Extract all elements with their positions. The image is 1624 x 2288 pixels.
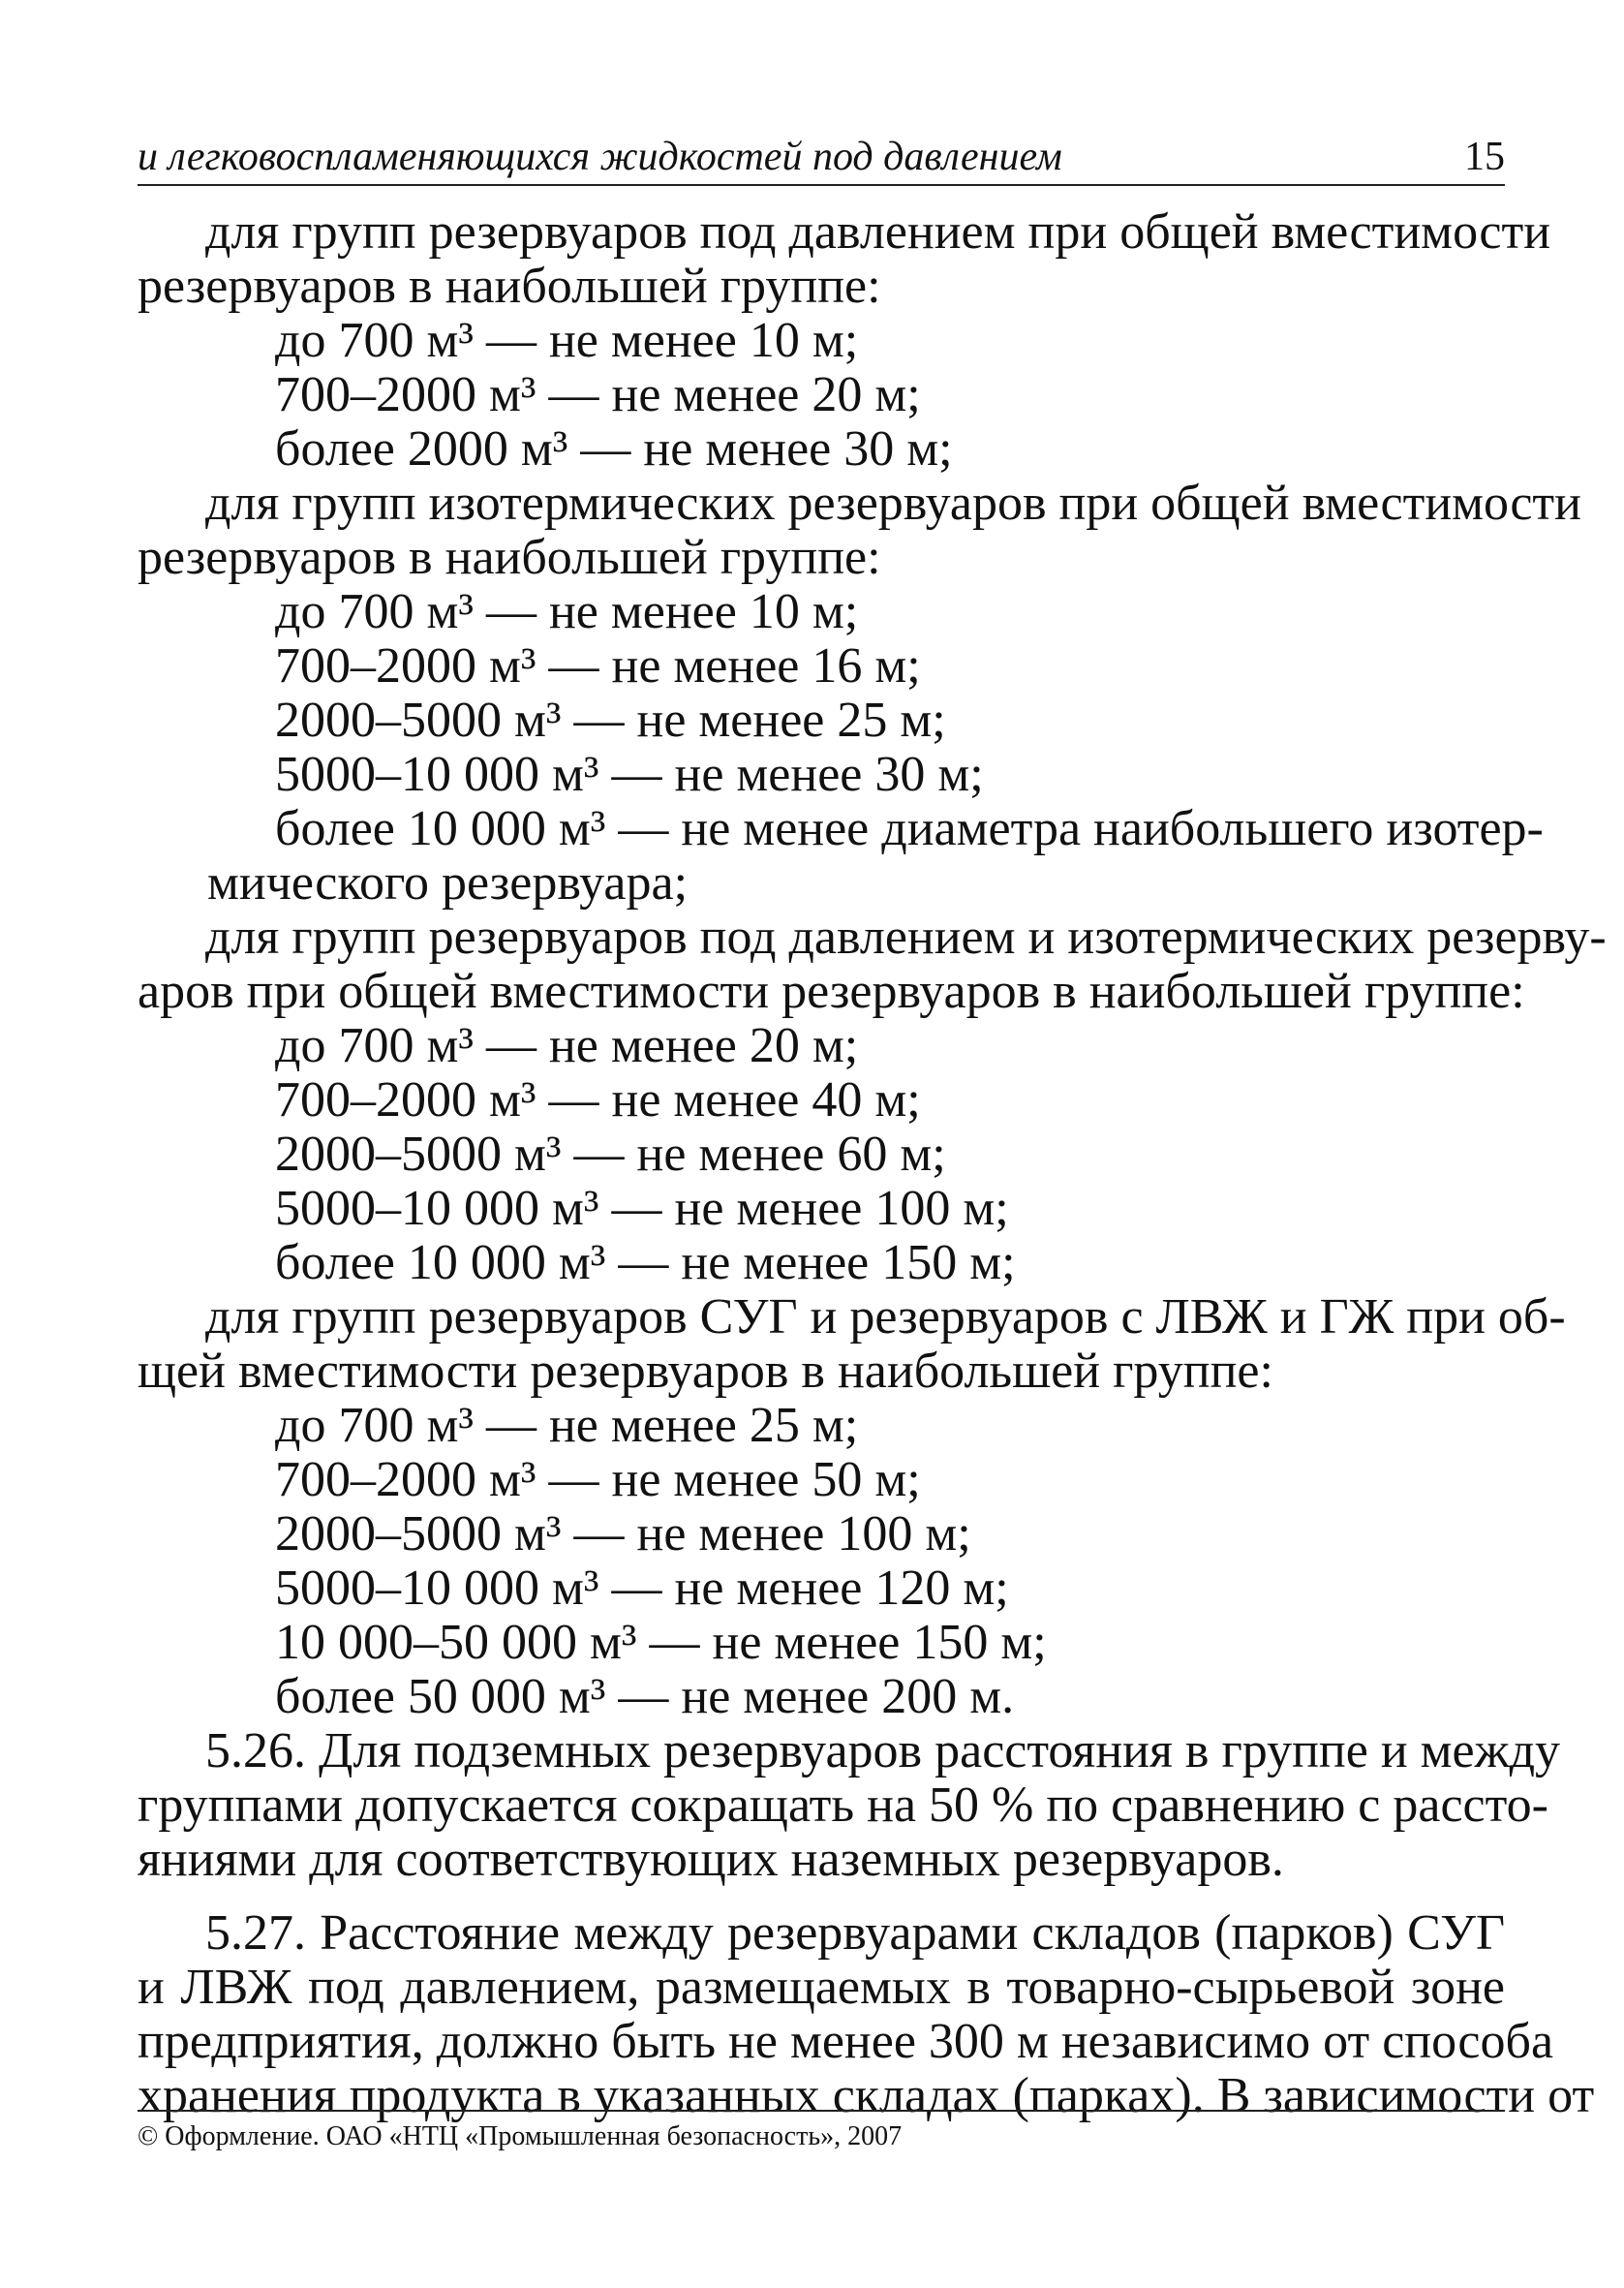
paragraph-5-26-line: 5.26. Для подземных резервуаров расстояния в группе и между — [205, 1723, 1561, 1778]
list-item: 5000–10 000 м³ — не менее 120 м; — [275, 1561, 1009, 1616]
list-item: более 10 000 м³ — не менее диаметра наибольшего изотер- — [275, 801, 1544, 856]
paragraph-gap — [138, 1887, 1505, 1906]
list-item: 2000–5000 м³ — не менее 100 м; — [275, 1506, 971, 1561]
paragraph-5-27-line: 5.27. Расстояние между резервуарами складов (парков) СУГ — [205, 1905, 1505, 1961]
text-line: для групп резервуаров под давлением и изотермических резерву- — [205, 910, 1607, 965]
list-item: 5000–10 000 м³ — не менее 30 м; — [275, 747, 984, 802]
text-line: для групп резервуаров под давлением при общей вместимости — [205, 204, 1551, 260]
list-item: 5000–10 000 м³ — не менее 100 м; — [275, 1181, 1009, 1236]
paragraph-5-26-line: яниями для соответствующих наземных резервуаров. — [138, 1832, 1284, 1887]
running-title: и легковоспламеняющихся жидкостей под давлением — [138, 135, 1062, 179]
text-line: для групп резервуаров СУГ и резервуаров с ЛВЖ и ГЖ при об- — [205, 1289, 1566, 1345]
list-item: до 700 м³ — не менее 10 м; — [275, 313, 859, 368]
list-item: 700–2000 м³ — не менее 20 м; — [275, 367, 921, 422]
text-line: для групп изотермических резервуаров при общей вместимости — [205, 476, 1581, 531]
page-body — [138, 204, 1607, 2123]
text-line: резервуаров в наибольшей группе: — [138, 259, 881, 314]
text-line: щей вместимости резервуаров в наибольшей группе: — [138, 1344, 1273, 1399]
list-item: более 2000 м³ — не менее 30 м; — [275, 421, 953, 477]
paragraph-5-27-line: хранения продукта в указанных складах (парках). В зависимости от — [138, 2068, 1595, 2123]
copyright-notice: © Оформление. ОАО «НТЦ «Промышленная безопасность», 2007 — [138, 2121, 903, 2151]
paragraph-5-26-line: группами допускается сокращать на 50 % по сравнению с рассто- — [138, 1778, 1548, 1833]
list-item: более 10 000 м³ — не менее 150 м; — [275, 1235, 1016, 1290]
list-item: до 700 м³ — не менее 25 м; — [275, 1398, 859, 1453]
list-item: до 700 м³ — не менее 20 м; — [275, 1018, 859, 1073]
list-item: 10 000–50 000 м³ — не менее 150 м; — [275, 1615, 1047, 1670]
running-header — [138, 136, 1505, 186]
list-item: более 50 000 м³ — не менее 200 м. — [275, 1669, 1015, 1724]
paragraph-5-27-line: предприятия, должно быть не менее 300 м независимо от способа — [138, 2014, 1554, 2069]
list-item: до 700 м³ — не менее 10 м; — [275, 584, 859, 639]
text-line: резервуаров в наибольшей группе: — [138, 530, 881, 585]
text-line: аров при общей вместимости резервуаров в наибольшей группе: — [138, 964, 1525, 1019]
list-item: 700–2000 м³ — не менее 50 м; — [275, 1452, 921, 1507]
list-item: 2000–5000 м³ — не менее 25 м; — [275, 693, 946, 748]
list-item: 2000–5000 м³ — не менее 60 м; — [275, 1127, 946, 1182]
paragraph-5-27-line: и ЛВЖ под давлением, размещаемых в товарно-сырьевой зоне — [138, 1960, 1505, 2015]
page-number: 15 — [1464, 135, 1505, 179]
list-item-continuation: мического резервуара; — [207, 855, 689, 911]
page-footer — [138, 2110, 1505, 2152]
list-item: 700–2000 м³ — не менее 16 м; — [275, 638, 921, 694]
list-item: 700–2000 м³ — не менее 40 м; — [275, 1072, 921, 1128]
